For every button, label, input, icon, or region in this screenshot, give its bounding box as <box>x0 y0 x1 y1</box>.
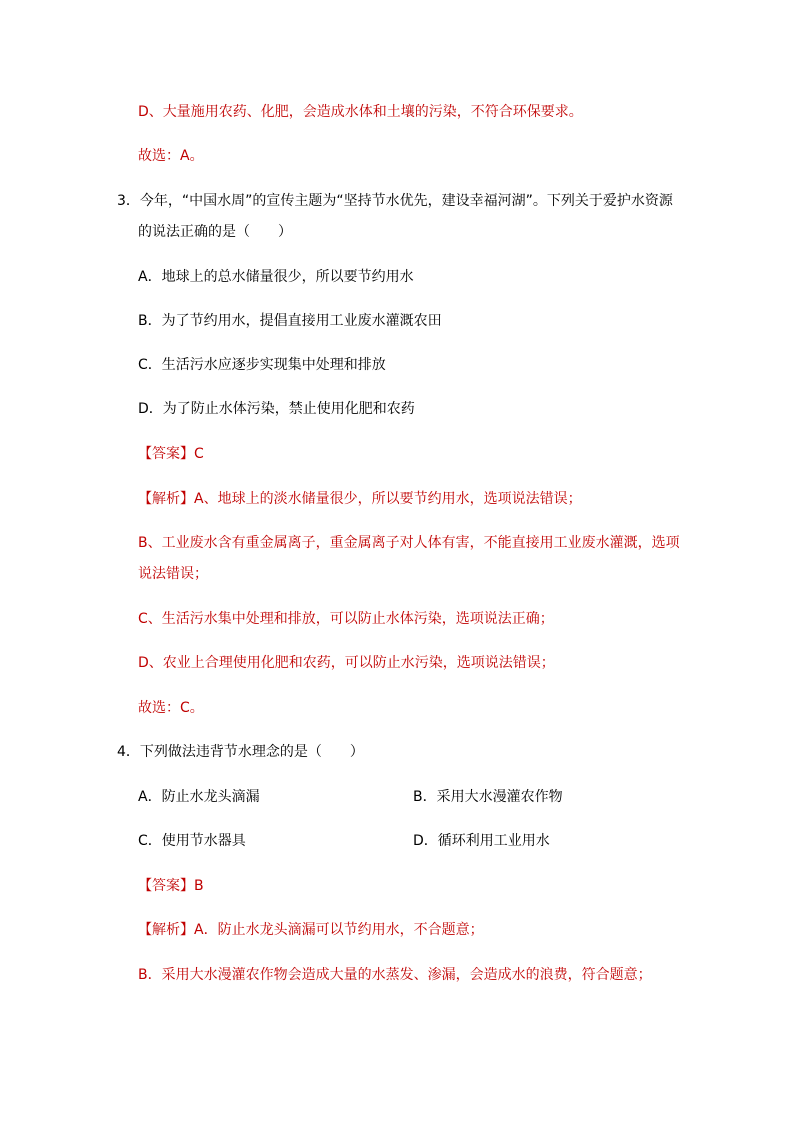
q4-option-d: D．循环利用工业用水 <box>413 833 550 849</box>
prev-conclusion: 故选：A。 <box>138 148 204 164</box>
q4-analysis-b: B．采用大水漫灌农作物会造成大量的水蒸发、渗漏，会造成水的浪费，符合题意； <box>138 967 652 983</box>
q3-analysis-b-line2: 说法错误； <box>138 566 208 582</box>
q3-answer-value: C <box>194 446 204 462</box>
q4-analysis-a <box>138 920 484 940</box>
q3-answer-tag: 【答案】 <box>138 446 194 462</box>
q3-option-b: B．为了节约用水，提倡直接用工业废水灌溉农田 <box>138 313 442 329</box>
q4-stem: 4．下列做法违背节水理念的是（ ） <box>117 744 364 760</box>
q3-option-c: C．生活污水应逐步实现集中处理和排放 <box>138 357 386 373</box>
prev-analysis-d: D、大量施用农药、化肥，会造成水体和土壤的污染，不符合环保要求。 <box>138 104 583 120</box>
q3-analysis-a-text: A、地球上的淡水储量很少，所以要节约用水，选项说法错误； <box>194 491 582 507</box>
q4-analysis-a-text: A．防止水龙头滴漏可以节约用水，不合题意； <box>194 922 484 938</box>
q3-analysis-a <box>138 489 582 509</box>
q3-analysis-b-line1: B、工业废水含有重金属离子，重金属离子对人体有害，不能直接用工业废水灌溉，选项 <box>138 535 680 551</box>
q3-analysis-d: D、农业上合理使用化肥和农药，可以防止水污染，选项说法错误； <box>138 655 555 671</box>
q3-option-a: A．地球上的总水储量很少，所以要节约用水 <box>138 269 414 285</box>
q3-analysis-tag: 【解析】 <box>138 491 194 507</box>
q4-answer <box>138 876 204 896</box>
q3-option-d: D．为了防止水体污染，禁止使用化肥和农药 <box>138 401 415 417</box>
q4-option-b: B．采用大水漫灌农作物 <box>413 789 563 805</box>
q4-answer-value: B <box>194 878 204 894</box>
q3-conclusion: 故选：C。 <box>138 700 204 716</box>
q4-answer-tag: 【答案】 <box>138 878 194 894</box>
q4-option-c: C．使用节水器具 <box>138 833 246 849</box>
q4-option-a: A．防止水龙头滴漏 <box>138 789 260 805</box>
q3-stem-line1: 3．今年，“中国水周”的宣传主题为“坚持节水优先，建设幸福河湖”。下列关于爱护水资源 <box>117 193 673 209</box>
q3-answer <box>138 444 204 464</box>
q3-analysis-c: C、生活污水集中处理和排放，可以防止水体污染，选项说法正确； <box>138 611 554 627</box>
q4-analysis-tag: 【解析】 <box>138 922 194 938</box>
q3-stem-line2: 的说法正确的是（ ） <box>138 224 292 240</box>
